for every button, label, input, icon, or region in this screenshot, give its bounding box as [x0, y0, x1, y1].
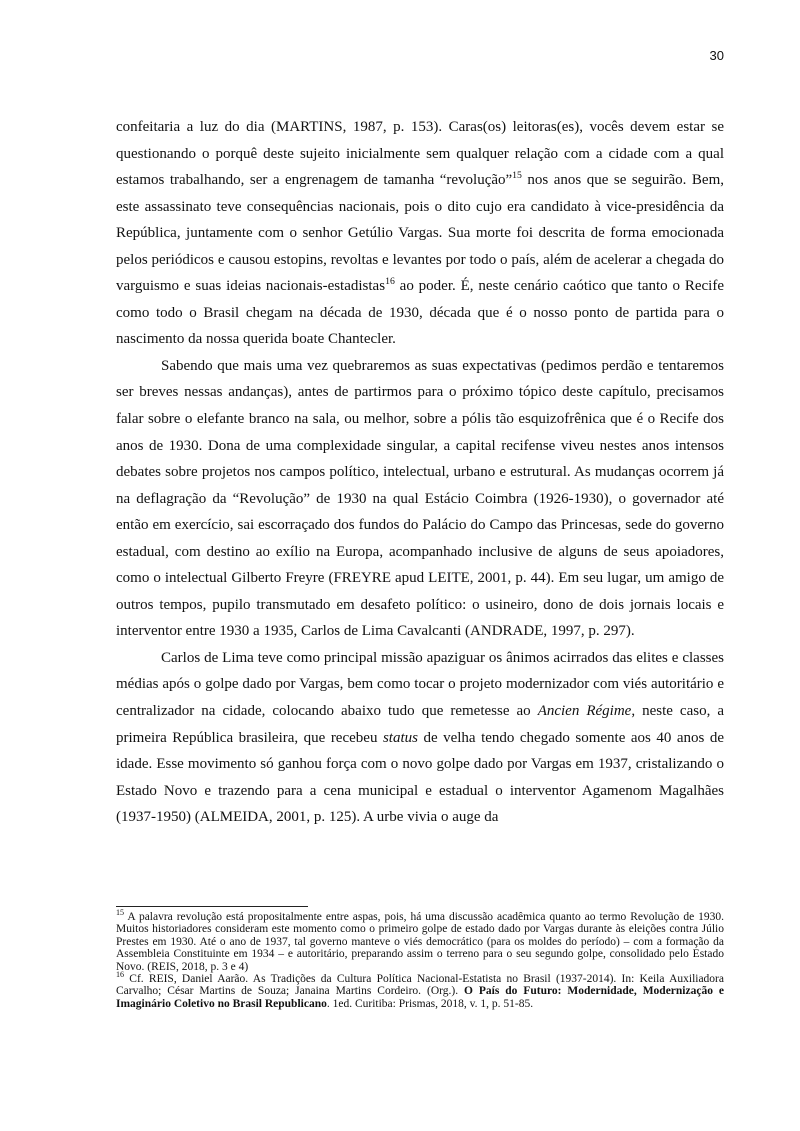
footnote-16-number: 16 — [116, 970, 125, 980]
paragraph-3-text-c: de velha tendo chegado somente aos 40 anos de idade. Esse movimento só ganhou força com o novo golpe dado por Vargas em 1937, cristalizando o Estado Novo e trazendo para a cena municipal e estadual o interventor Agamenom Magalhães (1937-1950) (ALMEIDA, 2001, p. 125). A urbe vivia o auge da — [116, 729, 724, 826]
footnote-15 — [116, 908, 724, 973]
footnote-16-text-a: Cf. REIS, Daniel Aarão. As Tradições da Cultura Política Nacional-Estatista no Brasil (1937-2014). In: Keila Auxiliadora Carvalho; César Martins de Souza; Janaina Martins Cordeiro. (Org.). — [116, 973, 724, 998]
footnote-16-text-b: . 1ed. Curitiba: Prismas, 2018, v. 1, p. 51-85. — [326, 997, 534, 1010]
paragraph-3-italic-status: status — [382, 729, 418, 746]
footnote-divider — [116, 906, 308, 907]
body-text — [116, 114, 724, 831]
paragraph-2: Sabendo que mais uma vez quebraremos as suas expectativas (pedimos perdão e tentaremos ser breves nessas andanças), antes de partirmos para o próximo tópico deste capítulo, precisamos falar sobre o elefante branco na sala, ou melhor, sobre a pólis tão esquizofrênica que é o Recife dos anos de 1930. Dona de uma complexidade singular, a capital recifense viveu nestes anos intensos debates sobre projetos nos campos político, intelectual, urbano e estrutural. As mudanças ocorrem já na deflagração da “Revolução” de 1930 na qual Estácio Coimbra (1926-1930), o governador até então em exercício, sai escorraçado dos fundos do Palácio do Campo das Princesas, sede do governo estadual, com destino ao exílio na Europa, acompanhado inclusive de alguns de seus apoiadores, como o intelectual Gilberto Freyre (FREYRE apud LEITE, 2001, p. 44). Em seu lugar, um amigo de outros tempos, pupilo transmutado em desafeto político: o usineiro, dono de dois jornais locais e interventor entre 1930 a 1935, Carlos de Lima Cavalcanti (ANDRADE, 1997, p. 297). — [116, 357, 724, 640]
paragraph-1-text-b: nos anos que se seguirão. Bem, este assassinato teve consequências nacionais, pois o dito cujo era candidato à vice-presidência da República, juntamente com o senhor Getúlio Vargas. Sua morte foi descrita de forma emocionada pelos periódicos e causou estopins, revoltas e levantes por todo o país, além de acelerar a chegada do varguismo e suas ideias nacionais-estadistas — [116, 172, 724, 295]
paragraph-1 — [116, 114, 724, 353]
paragraph-3-text-a: Carlos de Lima teve como principal missão apaziguar os ânimos acirrados das elites e classes médias após o golpe dado por Vargas, bem como tocar o projeto modernizador com viés autoritário e centralizador na cidade, colocando abaixo tudo que remetesse ao — [116, 649, 724, 720]
paragraph-3-text-b: , neste caso, a primeira República brasileira, que recebeu — [116, 703, 724, 746]
page-number: 30 — [709, 48, 724, 63]
footnote-15-number: 15 — [116, 908, 125, 918]
footnote-16 — [116, 970, 724, 1010]
paragraph-3-italic-ancien-regime: Ancien Régime — [537, 703, 632, 720]
footnote-15-text: A palavra revolução está propositalmente entre aspas, pois, há uma discussão acadêmica quanto ao termo Revolução de 1930. Muitos historiadores consideram este momento como o primeiro golpe de estado dado por Vargas durante às eleições contra Júlio Prestes em 1930. Até o ano de 1937, tal governo manteve o viés democrático (para os moldes do período) – com a formação da Assembleia Constituinte em 1934 – e autoritário, preparando assim o terreno para o seu segundo golpe, consolidado pelo Estado Novo. (REIS, 2018, p. 3 e 4) — [116, 911, 724, 973]
paragraph-1-text-c: ao poder. É, neste cenário caótico que tanto o Recife como todo o Brasil chegam na década de 1930, década que é o nosso ponto de partida para o nascimento da nossa querida boate Chantecler. — [116, 278, 724, 348]
footnote-ref-15[interactable]: 15 — [512, 170, 522, 182]
footnotes — [116, 908, 724, 1010]
paragraph-3 — [116, 645, 724, 831]
footnote-ref-16[interactable]: 16 — [385, 276, 395, 288]
footnote-16-book-title: O País do Futuro: Modernidade, Modernização e Imaginário Coletivo no Brasil Republicano — [116, 985, 724, 1010]
paragraph-1-text-a: confeitaria a luz do dia (MARTINS, 1987, p. 153). Caras(os) leitoras(es), vocês devem estar se questionando o porquê deste sujeito inicialmente sem qualquer relação com a cidade com a qual estamos trabalhando, ser a engrenagem de tamanha “revolução” — [116, 119, 724, 189]
